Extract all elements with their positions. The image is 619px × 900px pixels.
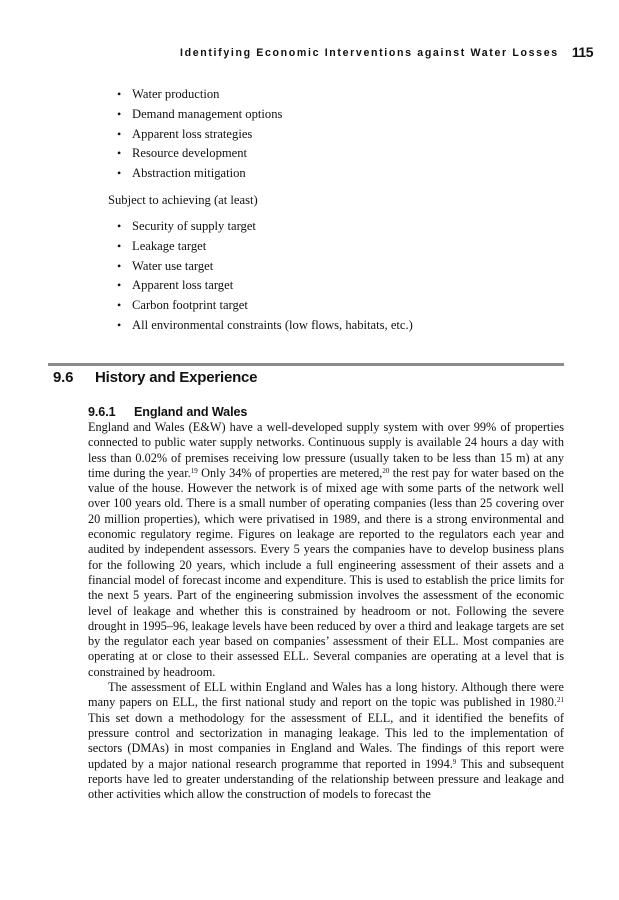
bullet-icon: • [117,146,122,161]
section-divider [48,363,564,366]
subject-line: Subject to achieving (at least) [108,193,258,207]
list-item: • Apparent loss strategies [117,125,282,145]
section-title: History and Experience [95,369,258,386]
bullet-icon: • [117,278,122,293]
bullet-icon: • [117,219,122,233]
list-item: • Carbon footprint target [117,296,413,316]
subsection-heading [88,405,247,419]
running-head: Identifying Economic Interventions against Water Losses [180,47,559,59]
bullet-icon: • [117,166,122,181]
footnote-ref: 19 [190,466,198,475]
list-item: • Water use target [117,257,413,277]
options-list [117,85,282,184]
bullet-icon: • [117,126,122,141]
list-item: • Security of supply target [117,217,413,237]
list-item: • Leakage target [117,237,413,257]
footnote-ref: 21 [557,696,564,705]
list-item: • Resource development [117,144,282,164]
body-text [88,420,564,802]
targets-list [117,217,413,336]
bullet-icon: • [117,87,122,101]
subsection-title: England and Wales [134,405,248,419]
paragraph: The assessment of ELL within England and Wales has a long history. Although there were many papers on ELL, the first national study and report on the topic was published in 1980.21 This set down a methodology for the assessment of ELL, and it identified the benefits of pressure control and sectorization in managing leakage. This led to the implementation of sectors (DMAs) in most companies in England and Wales. The findings of this report were updated by a major national research programme that reported in 1994.$^9$ This and subsequent reports have led to greater understanding of the relationship between pressure and leakage and other activities which allow the construction of models to forecast the [88,680,564,802]
list-item: • All environmental constraints (low flows, habitats, etc.) [117,316,413,336]
bullet-icon: • [117,106,122,121]
page-number: 115 [571,44,593,60]
bullet-icon: • [117,258,122,273]
paragraph: England and Wales (E&W) have a well-developed supply system with over 99% of properties connected to public water supply networks. Continuous supply is available 24 hours a day with less than 0.02% of premises receiving low pressure (usually taken to be less than 15 m) at any time during the year.$^{19}$ Only 34% of properties are metered,$^{20}$ the rest pay for water based on the value of the house. However the network is of mixed age with some parts of the network well over 100 years old. There is a small number of operating companies (less than 25 covering over 20 million properties), which were privatised in 1989, and there is a strong environmental and economic regulatory regime. Figures on leakage are reported to the regulators each year and audited by independent assessors. Every 5 years the companies have to develop business plans for the following 20 years, which include a full engineering assessment of their assets and a financial model of forecast income and expenditure. This is used to establish the price limits for the next 5 years. Part of the engineering submission involves the assessment of the economic level of leakage and whether this is constrained by headroom or not. Following the severe drought in 1995–96, leakage levels have been reduced by over a third and leakage targets are set by the regulator each year based on companies’ assessment of their ELL. Most companies are operating at or close to their assessed ELL. Several companies are operating at a level that is constrained by headroom. [88,420,565,679]
list-item: • Water production [117,85,282,105]
section-heading [53,369,257,386]
section-number: 9.6 [53,369,74,386]
list-item: • Demand management options [117,105,282,125]
footnote-ref: 9 [452,757,457,766]
subsection-number: 9.6.1 [88,405,116,419]
bullet-icon: • [117,317,122,332]
bullet-icon: • [117,238,122,253]
bullet-icon: • [117,298,122,313]
footnote-ref: 20 [382,466,390,475]
list-item: • Abstraction mitigation [117,164,282,184]
list-item: • Apparent loss target [117,276,413,296]
